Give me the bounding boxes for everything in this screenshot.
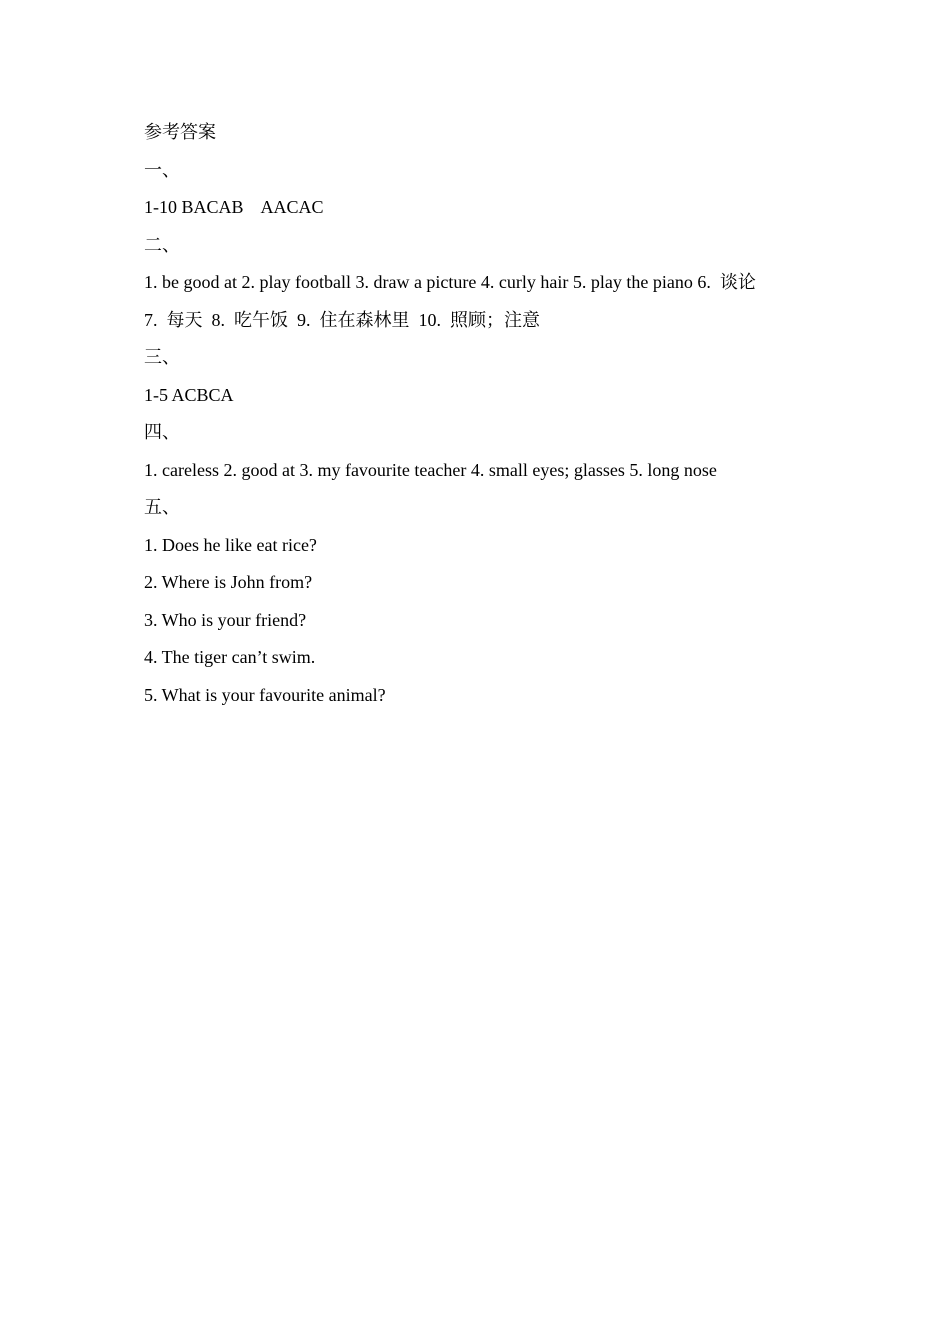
answer-line: 3. Who is your friend? [144, 609, 307, 630]
answer-line: 2. Where is John from? [144, 572, 313, 592]
answer-line: 1. Does he like eat rice? [144, 534, 317, 555]
page-title: 参考答案 [144, 122, 216, 142]
answer-key [144, 114, 824, 714]
answer-line: 4. The tiger can’t swim. [144, 647, 316, 667]
answer-line: 5. What is your favourite animal? [144, 684, 386, 705]
section-heading-2: 二、 [144, 234, 180, 255]
section-heading-5: 五、 [144, 497, 180, 517]
section-heading-1: 一、 [144, 159, 180, 180]
answer-line: 1-10 BACAB AACAC [144, 197, 324, 217]
section-heading-4: 四、 [144, 422, 180, 442]
answer-line: 1. be good at 2. play football 3. draw a picture 4. curly hair 5. play the piano 6. 谈论 [144, 272, 756, 292]
answer-line: 7. 每天 8. 吃午饭 9. 住在森林里 10. 照顾；注意 [144, 309, 540, 330]
answer-line: 1. careless 2. good at 3. my favourite teacher 4. small eyes; glasses 5. long nose [144, 459, 717, 480]
answer-line: 1-5 ACBCA [144, 384, 234, 405]
section-heading-3: 三、 [144, 347, 180, 367]
